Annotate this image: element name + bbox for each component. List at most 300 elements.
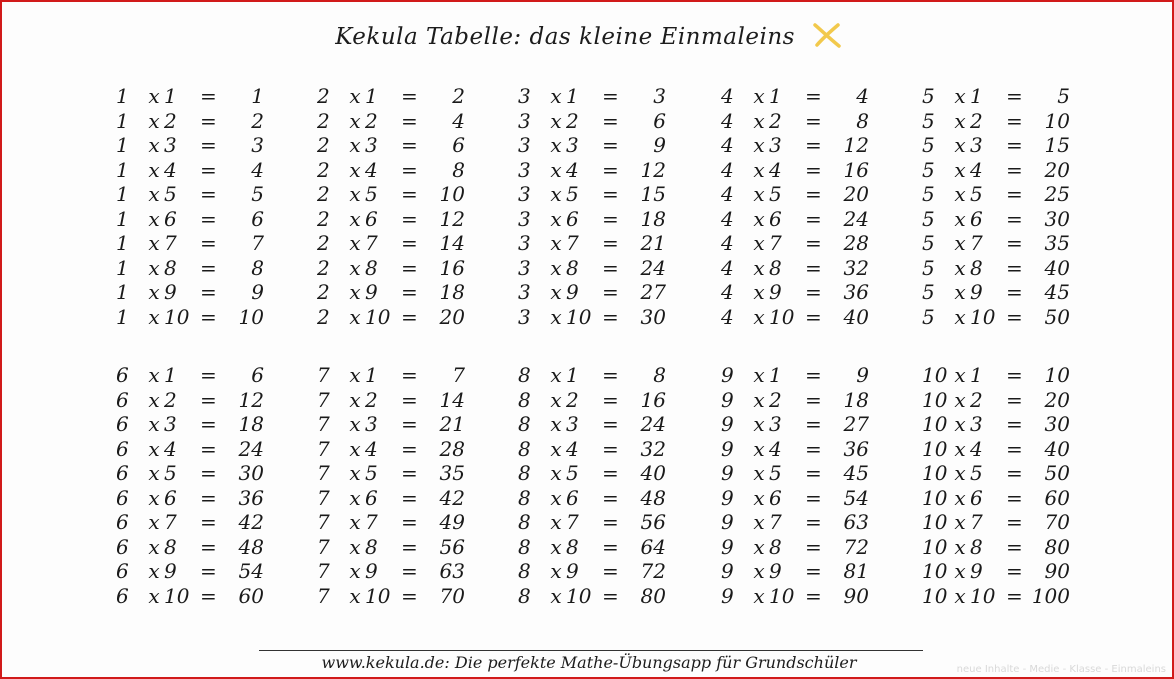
times-sign: x <box>148 461 160 485</box>
product: 20 <box>1044 157 1070 182</box>
equals-sign: = <box>200 461 217 485</box>
factor-a: 3 <box>518 280 531 304</box>
times-sign: x <box>954 387 966 412</box>
equals-sign: = <box>805 133 822 157</box>
factor-a: 10 <box>922 534 948 559</box>
product: 54 <box>843 485 869 510</box>
equals-sign: = <box>602 206 619 231</box>
table-row <box>721 437 911 462</box>
times-sign: x <box>753 583 765 608</box>
factor-a: 8 <box>518 485 531 510</box>
table-row <box>116 256 306 281</box>
equals-sign: = <box>1006 84 1023 108</box>
factor-a: 4 <box>721 108 734 133</box>
factor-b: 7 <box>164 231 177 255</box>
table-row <box>317 84 507 109</box>
product: 35 <box>439 461 465 485</box>
factor-b: 10 <box>365 304 391 329</box>
factor-a: 10 <box>922 510 948 534</box>
factor-b: 3 <box>365 412 378 436</box>
equals-sign: = <box>602 182 619 206</box>
times-sign: x <box>753 485 765 510</box>
times-sign: x <box>954 510 966 534</box>
factor-a: 7 <box>317 534 330 559</box>
factor-b: 2 <box>164 387 177 412</box>
product: 56 <box>439 534 465 559</box>
table-row <box>922 231 1112 256</box>
product: 32 <box>843 255 869 280</box>
table-row <box>922 486 1112 511</box>
product: 9 <box>653 133 666 157</box>
product: 4 <box>251 157 264 182</box>
equals-sign: = <box>401 304 418 329</box>
equals-sign: = <box>1006 363 1023 387</box>
product: 36 <box>843 436 869 461</box>
times-sign: x <box>550 363 562 387</box>
equals-sign: = <box>401 206 418 231</box>
equals-sign: = <box>1006 157 1023 182</box>
table-row <box>116 412 306 437</box>
product: 72 <box>843 534 869 559</box>
table-row <box>116 486 306 511</box>
times-sign: x <box>148 108 160 133</box>
times-sign: x <box>148 559 160 583</box>
factor-a: 7 <box>317 559 330 583</box>
equals-sign: = <box>401 182 418 206</box>
factor-a: 6 <box>116 583 129 608</box>
times-sign: x <box>349 387 361 412</box>
factor-b: 5 <box>769 182 782 206</box>
equals-sign: = <box>805 280 822 304</box>
product: 36 <box>843 280 869 304</box>
equals-sign: = <box>1006 108 1023 133</box>
factor-b: 3 <box>769 133 782 157</box>
table-block-6 <box>116 363 306 608</box>
times-sign: x <box>954 559 966 583</box>
times-sign: x <box>753 157 765 182</box>
factor-b: 4 <box>769 157 782 182</box>
times-sign: x <box>349 157 361 182</box>
product: 10 <box>238 304 264 329</box>
times-sign: x <box>753 510 765 534</box>
equals-sign: = <box>1006 231 1023 255</box>
times-sign: x <box>954 363 966 387</box>
times-sign: x <box>349 206 361 231</box>
factor-a: 2 <box>317 84 330 108</box>
factor-a: 2 <box>317 255 330 280</box>
equals-sign: = <box>805 231 822 255</box>
factor-a: 4 <box>721 206 734 231</box>
times-sign: x <box>753 304 765 329</box>
times-sign: x <box>148 231 160 255</box>
product: 16 <box>640 387 666 412</box>
table-row <box>922 133 1112 158</box>
factor-b: 1 <box>164 363 177 387</box>
product: 45 <box>843 461 869 485</box>
table-row <box>721 510 911 535</box>
product: 6 <box>251 206 264 231</box>
product: 70 <box>1044 510 1070 534</box>
factor-b: 9 <box>566 559 579 583</box>
times-sign: x <box>753 387 765 412</box>
equals-sign: = <box>1006 412 1023 436</box>
product: 20 <box>439 304 465 329</box>
table-block-1 <box>116 84 306 329</box>
product: 81 <box>843 559 869 583</box>
factor-a: 4 <box>721 280 734 304</box>
equals-sign: = <box>1006 534 1023 559</box>
equals-sign: = <box>1006 280 1023 304</box>
kekula-x-logo-icon <box>811 22 843 48</box>
product: 18 <box>843 387 869 412</box>
times-sign: x <box>550 280 562 304</box>
factor-a: 4 <box>721 84 734 108</box>
factor-b: 5 <box>164 182 177 206</box>
table-block-7 <box>317 363 507 608</box>
times-sign: x <box>550 485 562 510</box>
times-sign: x <box>550 559 562 583</box>
factor-a: 6 <box>116 534 129 559</box>
table-row <box>922 461 1112 486</box>
product: 40 <box>640 461 666 485</box>
equals-sign: = <box>805 559 822 583</box>
equals-sign: = <box>602 363 619 387</box>
equals-sign: = <box>200 559 217 583</box>
factor-b: 10 <box>970 583 996 608</box>
product: 21 <box>439 412 465 436</box>
table-row <box>922 412 1112 437</box>
factor-a: 6 <box>116 387 129 412</box>
equals-sign: = <box>602 534 619 559</box>
times-sign: x <box>148 206 160 231</box>
factor-b: 4 <box>365 157 378 182</box>
factor-b: 2 <box>164 108 177 133</box>
equals-sign: = <box>401 231 418 255</box>
equals-sign: = <box>602 387 619 412</box>
equals-sign: = <box>200 280 217 304</box>
factor-b: 7 <box>769 231 782 255</box>
factor-b: 5 <box>566 182 579 206</box>
table-row <box>317 510 507 535</box>
table-row <box>518 182 708 207</box>
table-row <box>116 510 306 535</box>
factor-b: 5 <box>566 461 579 485</box>
factor-b: 9 <box>164 280 177 304</box>
times-sign: x <box>550 255 562 280</box>
factor-a: 10 <box>922 583 948 608</box>
factor-a: 9 <box>721 363 734 387</box>
table-row <box>721 305 911 330</box>
table-row <box>922 388 1112 413</box>
table-block-5 <box>922 84 1112 329</box>
product: 15 <box>640 182 666 206</box>
factor-b: 2 <box>970 108 983 133</box>
times-sign: x <box>349 534 361 559</box>
product: 56 <box>640 510 666 534</box>
times-sign: x <box>954 157 966 182</box>
equals-sign: = <box>1006 436 1023 461</box>
product: 90 <box>843 583 869 608</box>
table-row <box>116 388 306 413</box>
factor-b: 8 <box>365 534 378 559</box>
factor-b: 8 <box>566 534 579 559</box>
product: 10 <box>439 182 465 206</box>
equals-sign: = <box>805 182 822 206</box>
times-sign: x <box>148 583 160 608</box>
equals-sign: = <box>602 510 619 534</box>
product: 49 <box>439 510 465 534</box>
times-sign: x <box>753 182 765 206</box>
table-row <box>317 305 507 330</box>
times-sign: x <box>954 280 966 304</box>
equals-sign: = <box>805 84 822 108</box>
product: 28 <box>439 436 465 461</box>
factor-a: 6 <box>116 363 129 387</box>
factor-b: 1 <box>769 363 782 387</box>
factor-b: 6 <box>769 485 782 510</box>
factor-a: 10 <box>922 485 948 510</box>
times-sign: x <box>753 255 765 280</box>
product: 63 <box>843 510 869 534</box>
product: 8 <box>251 255 264 280</box>
factor-b: 6 <box>164 206 177 231</box>
factor-a: 1 <box>116 304 129 329</box>
product: 18 <box>439 280 465 304</box>
equals-sign: = <box>805 206 822 231</box>
product: 7 <box>452 363 465 387</box>
product: 2 <box>251 108 264 133</box>
product: 6 <box>251 363 264 387</box>
factor-a: 9 <box>721 510 734 534</box>
equals-sign: = <box>805 387 822 412</box>
factor-b: 8 <box>365 255 378 280</box>
product: 45 <box>1044 280 1070 304</box>
equals-sign: = <box>1006 133 1023 157</box>
product: 48 <box>238 534 264 559</box>
times-sign: x <box>148 387 160 412</box>
factor-a: 3 <box>518 255 531 280</box>
product: 50 <box>1044 304 1070 329</box>
factor-a: 4 <box>721 133 734 157</box>
product: 20 <box>843 182 869 206</box>
watermark: neue Inhalte - Medie - Klasse - Einmaleins <box>956 664 1166 675</box>
factor-a: 1 <box>116 108 129 133</box>
times-sign: x <box>753 363 765 387</box>
equals-sign: = <box>602 84 619 108</box>
factor-a: 7 <box>317 510 330 534</box>
factor-a: 2 <box>317 304 330 329</box>
equals-sign: = <box>200 84 217 108</box>
factor-b: 4 <box>970 436 983 461</box>
product: 24 <box>640 412 666 436</box>
product: 12 <box>640 157 666 182</box>
product: 18 <box>640 206 666 231</box>
table-row <box>116 158 306 183</box>
factor-b: 9 <box>566 280 579 304</box>
times-sign: x <box>954 255 966 280</box>
times-sign: x <box>148 485 160 510</box>
product: 24 <box>843 206 869 231</box>
equals-sign: = <box>602 157 619 182</box>
equals-sign: = <box>805 461 822 485</box>
table-row <box>922 305 1112 330</box>
table-row <box>317 280 507 305</box>
table-row <box>518 437 708 462</box>
factor-b: 2 <box>566 387 579 412</box>
table-row <box>721 412 911 437</box>
table-row <box>721 158 911 183</box>
factor-a: 10 <box>922 436 948 461</box>
product: 28 <box>843 231 869 255</box>
factor-b: 3 <box>566 412 579 436</box>
equals-sign: = <box>602 231 619 255</box>
times-sign: x <box>954 182 966 206</box>
factor-a: 3 <box>518 182 531 206</box>
factor-a: 4 <box>721 255 734 280</box>
factor-b: 3 <box>566 133 579 157</box>
table-row <box>721 461 911 486</box>
times-sign: x <box>753 436 765 461</box>
table-block-4 <box>721 84 911 329</box>
equals-sign: = <box>401 387 418 412</box>
factor-b: 8 <box>970 255 983 280</box>
equals-sign: = <box>1006 461 1023 485</box>
equals-sign: = <box>602 255 619 280</box>
times-sign: x <box>349 412 361 436</box>
equals-sign: = <box>805 363 822 387</box>
product: 14 <box>439 231 465 255</box>
factor-a: 9 <box>721 412 734 436</box>
factor-a: 8 <box>518 510 531 534</box>
equals-sign: = <box>200 485 217 510</box>
product: 27 <box>640 280 666 304</box>
factor-a: 9 <box>721 461 734 485</box>
table-row <box>116 231 306 256</box>
product: 24 <box>238 436 264 461</box>
times-sign: x <box>753 461 765 485</box>
times-sign: x <box>753 133 765 157</box>
factor-a: 9 <box>721 387 734 412</box>
equals-sign: = <box>401 510 418 534</box>
equals-sign: = <box>805 255 822 280</box>
product: 35 <box>1044 231 1070 255</box>
times-sign: x <box>550 534 562 559</box>
table-row <box>721 133 911 158</box>
factor-b: 7 <box>970 510 983 534</box>
times-sign: x <box>349 280 361 304</box>
times-sign: x <box>550 231 562 255</box>
product: 16 <box>439 255 465 280</box>
factor-a: 5 <box>922 255 935 280</box>
times-sign: x <box>148 280 160 304</box>
table-row <box>116 535 306 560</box>
table-row <box>721 84 911 109</box>
equals-sign: = <box>602 436 619 461</box>
times-sign: x <box>753 412 765 436</box>
factor-b: 1 <box>365 363 378 387</box>
table-row <box>317 109 507 134</box>
table-row <box>518 133 708 158</box>
factor-b: 2 <box>769 387 782 412</box>
table-row <box>721 559 911 584</box>
table-row <box>518 559 708 584</box>
times-sign: x <box>954 412 966 436</box>
factor-a: 5 <box>922 133 935 157</box>
factor-a: 8 <box>518 387 531 412</box>
factor-a: 8 <box>518 363 531 387</box>
equals-sign: = <box>602 461 619 485</box>
times-sign: x <box>550 206 562 231</box>
equals-sign: = <box>602 485 619 510</box>
product: 4 <box>452 108 465 133</box>
footer-text: www.kekula.de: Die perfekte Mathe-Übungsapp für Grundschüler <box>321 653 857 672</box>
table-row <box>116 84 306 109</box>
table-row <box>317 158 507 183</box>
factor-a: 8 <box>518 412 531 436</box>
factor-b: 4 <box>365 436 378 461</box>
factor-b: 6 <box>970 206 983 231</box>
factor-b: 3 <box>970 133 983 157</box>
equals-sign: = <box>1006 485 1023 510</box>
times-sign: x <box>550 157 562 182</box>
factor-b: 6 <box>365 485 378 510</box>
equals-sign: = <box>401 280 418 304</box>
table-row <box>317 256 507 281</box>
factor-a: 6 <box>116 436 129 461</box>
product: 6 <box>653 108 666 133</box>
footer-divider <box>259 650 923 651</box>
factor-b: 8 <box>164 255 177 280</box>
times-sign: x <box>550 304 562 329</box>
times-sign: x <box>753 559 765 583</box>
factor-b: 6 <box>164 485 177 510</box>
table-row <box>922 109 1112 134</box>
product: 25 <box>1044 182 1070 206</box>
factor-a: 10 <box>922 461 948 485</box>
factor-b: 4 <box>566 157 579 182</box>
factor-b: 5 <box>365 461 378 485</box>
factor-b: 1 <box>769 84 782 108</box>
factor-a: 9 <box>721 485 734 510</box>
product: 42 <box>439 485 465 510</box>
times-sign: x <box>550 84 562 108</box>
product: 30 <box>1044 206 1070 231</box>
factor-a: 1 <box>116 182 129 206</box>
product: 1 <box>251 84 264 108</box>
table-row <box>317 437 507 462</box>
product: 80 <box>640 583 666 608</box>
equals-sign: = <box>1006 559 1023 583</box>
factor-b: 5 <box>164 461 177 485</box>
times-sign: x <box>550 412 562 436</box>
table-row <box>721 363 911 388</box>
table-row <box>317 207 507 232</box>
factor-b: 9 <box>365 280 378 304</box>
factor-b: 7 <box>769 510 782 534</box>
product: 21 <box>640 231 666 255</box>
product: 8 <box>856 108 869 133</box>
factor-b: 7 <box>164 510 177 534</box>
equals-sign: = <box>200 255 217 280</box>
times-sign: x <box>954 436 966 461</box>
equals-sign: = <box>401 436 418 461</box>
table-row <box>721 388 911 413</box>
times-sign: x <box>349 255 361 280</box>
equals-sign: = <box>805 534 822 559</box>
factor-b: 10 <box>769 583 795 608</box>
factor-b: 10 <box>566 583 592 608</box>
product: 30 <box>640 304 666 329</box>
